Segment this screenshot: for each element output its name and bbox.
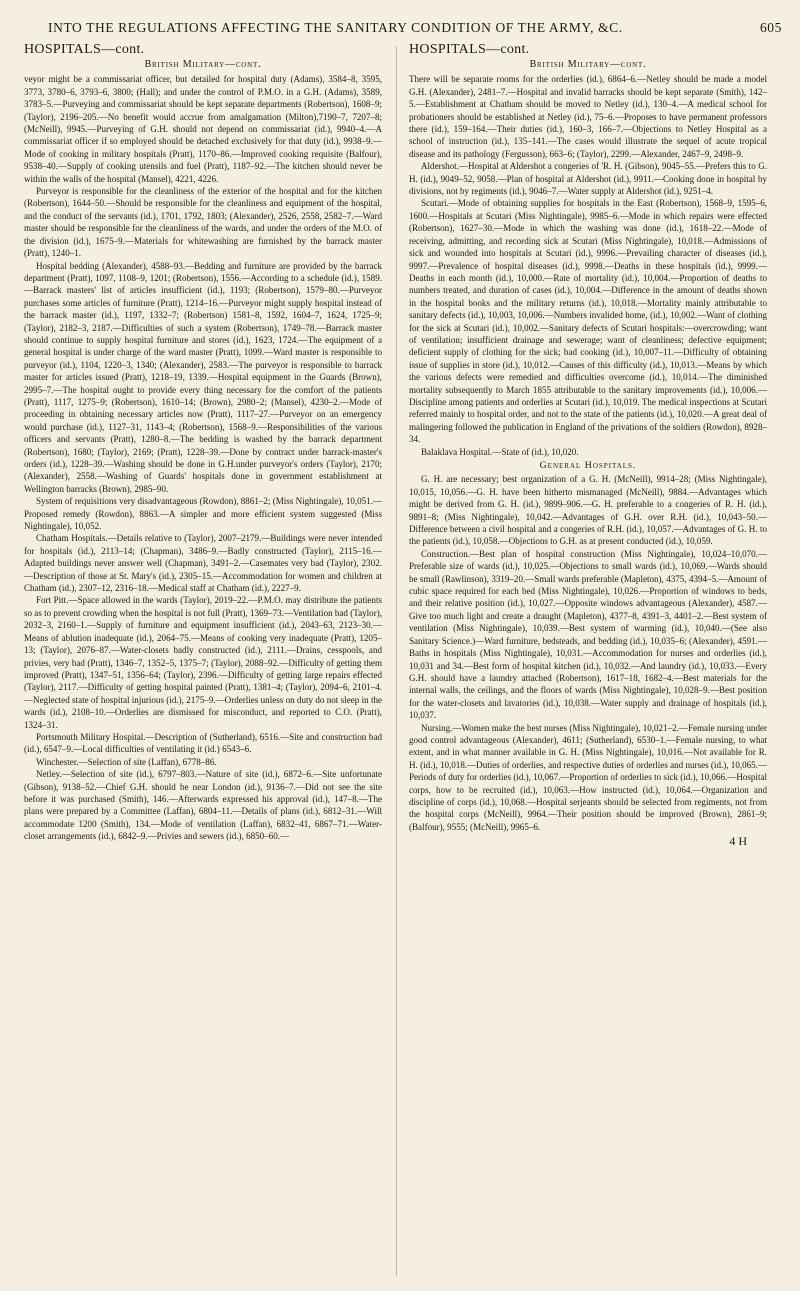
index-paragraph: Construction.—Best plan of hospital construction (Miss Nightingale), 10,024–10,070.—Preferable size of wards (id.), 10,025.—Objections to small wards (id.), 10,069.—Wards should be small (Rawlinson), 3319–20.—Small wards preferable (Mapleton), 4375, 4394–5.—Amount of cubic space required for each bed (Miss Nightingale), 10,026.—Proportion of windows to beds, and their relative position (id.), 10,027.—Opposite windows advantageous (Alexander), 4587.—Give too much light and create a draught (Mapleton), 4377–8, 4391–3, 4401–2.—Best system of ventilation (Miss Nightingale), 10,039.—Best system of warming (id.), 10,040.—(See also Sanitary Science.)—Ward furniture, bedsteads, and bedding (id.), 10,035–6; (Alexander), 4591.—Baths in hospitals (Miss Nightingale), 10,031.—Accommodation for nurses and orderlies (id.), 10,031 and 34.—Best form of hospital kitchen (id.), 10,032.—And laundry (id.), 10,033.—Every G.H. should have a laundry attached (Robertson), 1617–18, 1682–4.—Best materials for the internal walls, the ceilings, and the floors of wards (Miss Nightingale), 10,028–9.—Best position for the water-closets and lavatories (id.), 10,038.—Water supply and drainage of hospitals (id.), 10,037. <box>409 548 767 721</box>
signature-mark: 4 H <box>729 834 747 849</box>
index-paragraph: Scutari.—Mode of obtaining supplies for hospitals in the East (Robertson), 1568–9, 1595–6, 1600.—Hospitals at Scutari (Miss Nightingale), 9985–6.—Mode in which repairs were effected (Robertson), 1627–30.—Mode in which the washing was done (id.), 1618–22.—Mode of receiving, admitting, and recording sick at Scutari (Miss Nightingale), 10,018.—Admissions of sick and wounded into hospitals at Scutari (id.), 9996.—Prevailing character of diseases (id.), 9997.—Prevalence of hospital diseases (id.), 9998.—Deaths in these hospitals (id.), 9999.—Deaths in each month (id.), 10,000.—Rate of mortality (id.), 10,004.—Proportion of deaths to numbers treated, and duration of cases (id.), 10,004.—Difference in the amount of deaths shown in the hospital books and the military returns (id.), 10,018.—Mortality mainly attributable to sanitary defects (id.), 10,003, 10,006.—Numbers invalided home, (id.), 10,002.—Want of clothing for the sick at Scutari (id.), 10,002.—Sanitary defects of Scutari hospitals:—overcrowding; want of ventilation; insufficient drainage and sewerage; want of cleanliness; defective equipment; deficient supply of clothing for the sick; bad cooking (id.), 10,007–11.—Difficulty of obtaining issue of supplies in store (id.), 10,012.—Causes of this difficulty (id.), 10,013.—Means by which the various defects were remedied and difficulties overcome (id.), 10,014.—The diminished mortality subsequently to March 1855 attributable to the sanitary improvements (id.), 10,006.—Discipline among patients and orderlies at Scutari (id.), 10,019. The medical inspections at Scutari referred mainly to hospital order, and not to the state of the patients (id.), 10,020.—A great deal of malingering followed the publication in England of the privations of the soldiers (Rowdon), 8928–34. <box>409 198 767 445</box>
index-paragraph: Netley.—Selection of site (id.), 6797–803.—Nature of site (id.), 6872–6.—Site unfortunate (Gibson), 9138–52.—Chief G.H. should be near London (id.), 9136–7.—Did not see the site before it was purchased (Smith), 146.—Afterwards expressed his approval (id.), 147–8.—The plans were prepared by a Committee (Laffan), 6804–11.—Details of plans (id.), 6812–31.—Will accommodate 1200 (Smith), 134.—Mode of ventilation (Laffan), 6832–41, 6867–71.—Water-closet arrangements (id.), 6842–9.—Privies and sewers (id.), 6850–60.— <box>24 769 382 842</box>
index-paragraph: Purveyor is responsible for the cleanliness of the exterior of the hospital and for the kitchen (Robertson), 1644–50.—Should be responsible for the cleanliness and equipment of the hospital, and the conduct of the servants (id.), 1701, 1792, 1803; (Alexander), 2526, 2558, 2582–7.—Ward master should be responsible for the cleanliness of the wards, and under the orders of the M.O. of the division (id.), 1675–9.—Materials for whitewashing are furnished by the barrack master (Pratt), 1240–1. <box>24 186 382 259</box>
running-head <box>48 20 782 40</box>
left-column <box>24 40 382 1280</box>
right-column-title: HOSPITALS—cont. <box>409 42 530 57</box>
left-column-title: HOSPITALS—cont. <box>24 42 145 57</box>
index-paragraph: Balaklava Hospital.—State of (id.), 10,020. <box>421 446 579 457</box>
column-divider <box>396 46 397 1276</box>
section-heading: General Hospitals. <box>539 460 637 471</box>
right-column <box>409 40 767 1280</box>
index-paragraph: Chatham Hospitals.—Details relative to (Taylor), 2007–2179.—Buildings were never intended for hospitals (id.), 2113–14; (Chapman), 3486–9.—Badly constructed (Taylor), 2115–16.—Adapted buildings never answer well (Chapman), 3491–2.—Casemates very bad (Taylor), 2302.—Description of those at St. Mary's (id.), 2305–15.—Accommodation for women and children at Chatham (id.), 2307–12, 2316–18.—Medical staff at Chatham (id.), 2227–9. <box>24 533 382 594</box>
index-paragraph: veyor might be a commissariat officer, but detailed for hospital duty (Adams), 3584–8, 3595, 3773, 3780–6, 3793–6, 3800; (Hall); and under the control of P.M.O. in a G.H. (Adams), 3589, 3783–5.—Purveying and commissariat should be kept separate departments (Robertson), 1608–9; (Taylor), 2196–205.—No benefit would accrue from amalgamation (Milton),7190–7, 7207–8; (McNeill), 9945.—Purveying of G.H. should not depend on commissariat (id.), 9940–4.—A commissariat officer if so employed should be detached exclusively for that duty (id.), 9938–9.—Mode of cooking in military hospitals (Pratt), 1170–86.—Improved cooking requisite (Balfour), 9538–40.—Supply of cooking utensils and fuel (Pratt), 1187–92.—The kitchen should never be within the walls of the hospital (Mansel), 4221, 4226. <box>24 74 382 184</box>
left-column-subtitle: British Military—cont. <box>144 59 262 70</box>
index-paragraph: System of requisitions very disadvantageous (Rowdon), 8861–2; (Miss Nightingale), 10,051.—Proposed remedy (Rowdon), 8863.—A simpler and more efficient system suggested (Miss Nightingale), 10,052. <box>24 496 382 532</box>
index-paragraph: There will be separate rooms for the orderlies (id.), 6864–6.—Netley should be made a model G.H. (Alexander), 2481–7.—Hospital and invalid barracks should be kept separate (Smith), 142–5.—Establishment at Chatham should be moved to Netley (id.), 130–4.—A medical school for probationers should be established at Netley (id.), 75–6.—Proposes to have permanent professors there (id.), 159–164.—Their duties (id.), 160–3, 166–7.—Objections to Netley Hospital as a school of instruction (id.), 135–141.—The cases would illustrate the sequel of acute tropical disease and its pathology (Fergusson), 663–6; (Taylor), 2299.—Alexander, 2467–9, 2498–9. <box>409 74 767 159</box>
index-paragraph: Hospital bedding (Alexander), 4588–93.—Bedding and furniture are provided by the barrack department (Pratt), 1097, 1108–9, 1201; (Robertson), 1556.—According to a schedule (id.), 1589.—Barrack masters' list of articles insufficient (id.), 1193; (Robertson), 1579–80.—Purveyor purchases some articles of furniture (Pratt), 1214–16.—Purveyor might supply hospital instead of the barrack master (id.), 1197, 1332–7; (Robertson) 1581–8, 1592, 1604–7, 1624, 1725–9; (Taylor), 2182–3, 2187.—Difficulties of such a system (Robertson), 1749–78.—Barrack master should continue to supply hospital furniture and stores (id.), 1623, 1724.—The equipment of a general hospital is under charge of the ward master (Pratt), 1099.—Ward master is responsible to purveyor (id.), 1104, 1220–3, 1340; (Alexander), 2583.—The purveyor is responsible to barrack master for articles issued (Pratt), 1218–19, 1339.—Hospital equipment in the Guards (Brown), 2995–7.—The hospital ought to provide every thing necessary for the comfort of the patients (Pratt), 1117, 1275–9; (Robertson), 1610–14; (Brown), 2980–2; (Mansel), 4230–2.—Mode of proceeding in obtaining necessary articles now (Pratt), 1117–27.—Purveyor on an emergency would purchase (id.), 1127–31, 1143–4; (Robertson), 1568–9.—Responsibilities of the various officers and servants (Pratt), 1280–8.—The bedding is washed by the barrack department (Robertson), 1680; (Taylor), 2169; (Pratt), 1228–39.—Done by contract under barrack-master's orders (id.), 1228–39.—Washing should be done in G.H.under purveyor's orders (Taylor), 2170; (Alexander), 2558.—Washing of Guards' hospitals done in government establishment at Wellington barracks (Brown), 2985–90. <box>24 260 382 494</box>
index-paragraph: Winchester.—Selection of site (Laffan), 6778–86. <box>36 756 217 767</box>
page-number: 605 <box>759 20 782 35</box>
running-head-title: INTO THE REGULATIONS AFFECTING THE SANITARY CONDITION OF THE ARMY, &C. <box>48 20 623 35</box>
index-paragraph: Nursing.—Women make the best nurses (Miss Nightingale), 10,021–2.—Female nursing under good control advantageous (Alexander), 4611; (Sutherland), 6530–1.—Female nursing, to what extent, and in what manner available in G. H. (Miss Nightingale), 10,016.—Not available for R. H. (id.), 10,018.—Duties of orderlies, and respective duties of orderlies and nurses (id.), 10,065.—Periods of duty for orderlies (id.), 10,067.—Proportion of orderlies to sick (id.), 10,066.—Hospital corps, how to be recruited (id.), 10,063.—How instructed (id.), 10,064.—Organization and discipline of corps (id.), 10,068.—Hospital serjeants should be selected from regiments, not from the hospital corps (McNeill), 9964.—Their position should be improved (Brown), 2861–9; (Balfour), 9555; (McNeill), 9965–6. <box>409 722 767 832</box>
right-column-subtitle: British Military—cont. <box>529 59 647 70</box>
index-paragraph: Fort Pitt.—Space allowed in the wards (Taylor), 2019–22.—P.M.O. may distribute the patients so as to prevent crowding when the hospital is not full (Pratt), 1369–73.—Ventilation bad (Taylor), 2032–3, 2160–1.—Supply of furniture and equipment insufficient (id.), 2043–63, 2123–30.—Means of ablution inadequate (id.), 2064–75.—Means of cooking very inadequate (Pratt), 1205–13; (Taylor), 2076–87.—Water-closets badly constructed (id.), 2111.—Drains, cesspools, and privies, very bad (Pratt), 1346–7, 1352–5, 1375–7; (Taylor), 2088–92.—Difficulty of getting them improved (Pratt), 1347–51, 1356–64; (Taylor), 2396.—Difficulty of getting large repairs effected (Taylor), 2117.—Difficulty of getting hospital painted (Pratt), 1381–4; (Taylor), 2094–6, 2101–4.—Neglected state of hospital injurious (id.), 2175–9.—Orderlies unless on duty do not sleep in the wards (id.), 2108–10.—Orderlies are dismissed for misconduct, and reported to C.O. (Pratt), 1324–31. <box>24 595 382 730</box>
index-paragraph: Portsmouth Military Hospital.—Description of (Sutherland), 6516.—Site and construction bad (id.), 6547–9.—Local difficulties of ventilating it (id.) 6543–6. <box>24 731 382 755</box>
index-paragraph: Aldershot.—Hospital at Aldershot a congeries of 'R. H. (Gibson), 9045–55.—Prefers this to G. H. (id.), 9049–52, 9058.—Plan of hospital at Aldershot (id.), 9911.—Cooking done in hospital by divisions, not by regiments (id.), 9046–7.—Water supply at Aldershot (id.), 9251–4. <box>409 161 767 197</box>
index-paragraph: G. H. are necessary; best organization of a G. H. (McNeill), 9914–28; (Miss Nightingale), 10,015, 10,056.—G. H. have been hitherto mismanaged (McNeill), 9884.—Advantages which might be derived from G. H. (id.), 9899–906.—G. H. preferable to a congeries of R. H. (id.), 9891–8; (Miss Nightingale), 10,042.—Advantages of G.H. over R.H. (id.), 10,043–50.—Difference between a civil hospital and a congeries of R.H. (id.), 10,057.—Advantages of G. H. to the patients (id.), 10,058.—Objections to G.H. as at present conducted (id.), 10,059. <box>409 474 767 547</box>
